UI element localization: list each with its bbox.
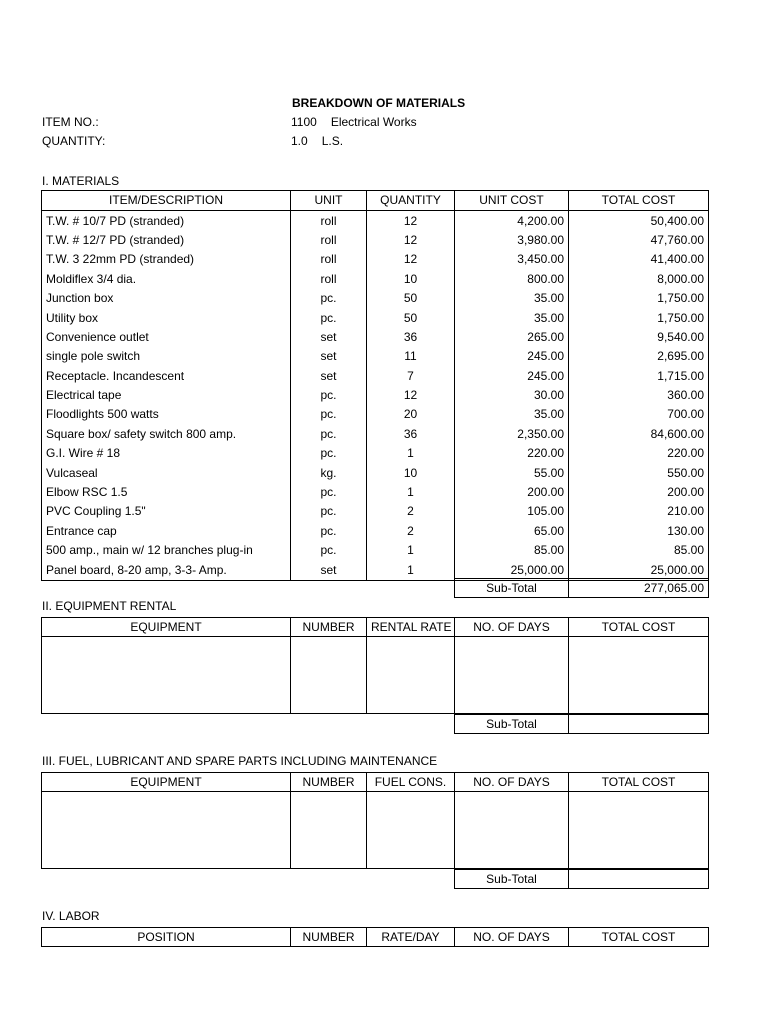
header-rental-rate: RENTAL RATE — [367, 618, 455, 637]
unit-cost-cell: 265.00 — [455, 328, 569, 347]
item-no-value — [291, 115, 417, 129]
unit-cost-cell: 200.00 — [455, 483, 569, 502]
unit-cell: roll — [291, 231, 367, 250]
blank-cell — [42, 792, 291, 869]
materials-row — [42, 502, 709, 521]
header-total-cost: TOTAL COST — [569, 928, 709, 947]
item-description-cell: Elbow RSC 1.5 — [42, 483, 291, 502]
fuel-blank-row — [42, 792, 709, 869]
labor-table — [41, 927, 709, 947]
unit-cost-cell: 4,200.00 — [455, 211, 569, 231]
unit-cell: pc. — [291, 289, 367, 308]
item-description-cell: T.W. # 12/7 PD (stranded) — [42, 231, 291, 250]
total-cost-cell: 1,750.00 — [569, 308, 709, 327]
unit-cell: pc. — [291, 522, 367, 541]
quantity-cell: 2 — [367, 502, 455, 521]
unit-cost-cell: 55.00 — [455, 463, 569, 482]
labor-header-row — [42, 928, 709, 947]
item-description-cell: Moldiflex 3/4 dia. — [42, 270, 291, 289]
materials-row — [42, 308, 709, 327]
blank-cell — [367, 637, 455, 714]
materials-row — [42, 444, 709, 463]
labor-section-label: IV. LABOR — [42, 909, 100, 923]
materials-row — [42, 231, 709, 250]
materials-table — [41, 190, 709, 581]
unit-cost-cell: 220.00 — [455, 444, 569, 463]
materials-subtotal-value: 277,065.00 — [569, 579, 709, 598]
unit-cell: pc. — [291, 444, 367, 463]
item-code: 1100 — [291, 115, 317, 129]
unit-cost-cell: 3,450.00 — [455, 250, 569, 269]
total-cost-cell: 360.00 — [569, 386, 709, 405]
unit-cost-cell: 800.00 — [455, 270, 569, 289]
unit-cost-cell: 3,980.00 — [455, 231, 569, 250]
total-cost-cell: 220.00 — [569, 444, 709, 463]
unit-cell: pc. — [291, 308, 367, 327]
unit-cell: pc. — [291, 483, 367, 502]
header-unit-cost: UNIT COST — [455, 191, 569, 211]
header-fuel-cons: FUEL CONS. — [367, 773, 455, 792]
header-equipment: EQUIPMENT — [42, 618, 291, 637]
materials-subtotal — [454, 578, 709, 598]
unit-cell: pc. — [291, 425, 367, 444]
materials-row — [42, 289, 709, 308]
item-description-cell: Utility box — [42, 308, 291, 327]
materials-row — [42, 347, 709, 366]
header-rate-per-day: RATE/DAY — [367, 928, 455, 947]
item-description-cell: Floodlights 500 watts — [42, 405, 291, 424]
blank-cell — [291, 637, 367, 714]
materials-row — [42, 425, 709, 444]
unit-cost-cell: 35.00 — [455, 289, 569, 308]
unit-cell: pc. — [291, 386, 367, 405]
quantity-cell: 1 — [367, 444, 455, 463]
blank-cell — [455, 792, 569, 869]
equipment-rental-table — [41, 617, 709, 714]
fuel-subtotal-value — [569, 870, 709, 889]
item-description-cell: Convenience outlet — [42, 328, 291, 347]
header-total-cost: TOTAL COST — [569, 191, 709, 211]
total-cost-cell: 130.00 — [569, 522, 709, 541]
quantity-cell: 2 — [367, 522, 455, 541]
unit-cost-cell: 65.00 — [455, 522, 569, 541]
total-cost-cell: 550.00 — [569, 463, 709, 482]
fuel-header-row — [42, 773, 709, 792]
quantity-cell: 11 — [367, 347, 455, 366]
quantity-value — [291, 134, 343, 148]
quantity-cell: 1 — [367, 483, 455, 502]
quantity-cell: 12 — [367, 231, 455, 250]
fuel-subtotal-label: Sub-Total — [455, 870, 569, 889]
header-no-of-days: NO. OF DAYS — [455, 773, 569, 792]
fuel-section-label: III. FUEL, LUBRICANT AND SPARE PARTS INCLUDING MAINTENANCE — [42, 754, 438, 768]
header-no-of-days: NO. OF DAYS — [455, 618, 569, 637]
materials-row — [42, 250, 709, 269]
total-cost-cell: 50,400.00 — [569, 211, 709, 231]
equipment-rental-subtotal-label: Sub-Total — [455, 715, 569, 734]
header-total-cost: TOTAL COST — [569, 618, 709, 637]
total-cost-cell: 210.00 — [569, 502, 709, 521]
materials-header-row — [42, 191, 709, 211]
item-description-cell: Panel board, 8-20 amp, 3-3- Amp. — [42, 560, 291, 580]
materials-row — [42, 211, 709, 231]
materials-row — [42, 483, 709, 502]
unit-cell: pc. — [291, 405, 367, 424]
materials-subtotal-label: Sub-Total — [455, 579, 569, 598]
unit-cell: roll — [291, 211, 367, 231]
materials-row — [42, 270, 709, 289]
total-cost-cell: 1,715.00 — [569, 367, 709, 386]
item-description-cell: Entrance cap — [42, 522, 291, 541]
header-number: NUMBER — [291, 773, 367, 792]
unit-cell: roll — [291, 250, 367, 269]
item-description-cell: T.W. # 10/7 PD (stranded) — [42, 211, 291, 231]
document-title: BREAKDOWN OF MATERIALS — [292, 96, 466, 110]
quantity-cell: 36 — [367, 425, 455, 444]
unit-cost-cell: 2,350.00 — [455, 425, 569, 444]
unit-cost-cell: 35.00 — [455, 308, 569, 327]
header-unit: UNIT — [291, 191, 367, 211]
item-no-label: ITEM NO.: — [42, 115, 99, 129]
item-description-cell: PVC Coupling 1.5" — [42, 502, 291, 521]
quantity-unit: L.S. — [321, 134, 344, 148]
item-description-cell: T.W. 3 22mm PD (stranded) — [42, 250, 291, 269]
total-cost-cell: 8,000.00 — [569, 270, 709, 289]
header-equipment: EQUIPMENT — [42, 773, 291, 792]
header-total-cost: TOTAL COST — [569, 773, 709, 792]
materials-row — [42, 328, 709, 347]
unit-cost-cell: 85.00 — [455, 541, 569, 560]
total-cost-cell: 41,400.00 — [569, 250, 709, 269]
fuel-subtotal — [454, 869, 709, 889]
equipment-rental-subtotal — [454, 714, 709, 734]
total-cost-cell: 9,540.00 — [569, 328, 709, 347]
unit-cell: roll — [291, 270, 367, 289]
quantity-cell: 50 — [367, 308, 455, 327]
unit-cell: set — [291, 560, 367, 580]
blank-cell — [42, 637, 291, 714]
quantity-number: 1.0 — [291, 134, 308, 148]
unit-cell: pc. — [291, 502, 367, 521]
total-cost-cell: 700.00 — [569, 405, 709, 424]
item-description-cell: single pole switch — [42, 347, 291, 366]
header-item-description: ITEM/DESCRIPTION — [42, 191, 291, 211]
quantity-cell: 10 — [367, 463, 455, 482]
blank-cell — [569, 637, 709, 714]
blank-cell — [367, 792, 455, 869]
blank-cell — [291, 792, 367, 869]
unit-cell: kg. — [291, 463, 367, 482]
equipment-rental-section-label: II. EQUIPMENT RENTAL — [42, 599, 177, 613]
header-number: NUMBER — [291, 618, 367, 637]
materials-row — [42, 405, 709, 424]
quantity-cell: 7 — [367, 367, 455, 386]
blank-cell — [569, 792, 709, 869]
materials-section-label: I. MATERIALS — [42, 174, 120, 188]
total-cost-cell: 25,000.00 — [569, 560, 709, 580]
unit-cell: pc. — [291, 541, 367, 560]
materials-row — [42, 522, 709, 541]
total-cost-cell: 1,750.00 — [569, 289, 709, 308]
unit-cell: set — [291, 328, 367, 347]
materials-row — [42, 541, 709, 560]
quantity-cell: 12 — [367, 211, 455, 231]
item-description-cell: Receptacle. Incandescent — [42, 367, 291, 386]
quantity-cell: 10 — [367, 270, 455, 289]
quantity-cell: 12 — [367, 386, 455, 405]
unit-cost-cell: 30.00 — [455, 386, 569, 405]
quantity-cell: 12 — [367, 250, 455, 269]
materials-row — [42, 463, 709, 482]
blank-cell — [455, 637, 569, 714]
quantity-cell: 1 — [367, 560, 455, 580]
total-cost-cell: 200.00 — [569, 483, 709, 502]
quantity-cell: 20 — [367, 405, 455, 424]
item-description: Electrical Works — [330, 115, 417, 129]
fuel-table — [41, 772, 709, 869]
item-description-cell: 500 amp., main w/ 12 branches plug-in — [42, 541, 291, 560]
unit-cost-cell: 245.00 — [455, 347, 569, 366]
unit-cost-cell: 245.00 — [455, 367, 569, 386]
unit-cost-cell: 105.00 — [455, 502, 569, 521]
total-cost-cell: 84,600.00 — [569, 425, 709, 444]
unit-cell: set — [291, 367, 367, 386]
quantity-label: QUANTITY: — [42, 134, 106, 148]
quantity-cell: 36 — [367, 328, 455, 347]
item-description-cell: Vulcaseal — [42, 463, 291, 482]
quantity-cell: 50 — [367, 289, 455, 308]
materials-row — [42, 367, 709, 386]
header-quantity: QUANTITY — [367, 191, 455, 211]
header-position: POSITION — [42, 928, 291, 947]
equipment-rental-header-row — [42, 618, 709, 637]
total-cost-cell: 2,695.00 — [569, 347, 709, 366]
equipment-rental-blank-row — [42, 637, 709, 714]
item-description-cell: Junction box — [42, 289, 291, 308]
total-cost-cell: 85.00 — [569, 541, 709, 560]
unit-cell: set — [291, 347, 367, 366]
header-no-of-days: NO. OF DAYS — [455, 928, 569, 947]
unit-cost-cell: 35.00 — [455, 405, 569, 424]
item-description-cell: Electrical tape — [42, 386, 291, 405]
materials-row — [42, 386, 709, 405]
item-description-cell: G.I. Wire # 18 — [42, 444, 291, 463]
total-cost-cell: 47,760.00 — [569, 231, 709, 250]
equipment-rental-subtotal-value — [569, 715, 709, 734]
unit-cost-cell: 25,000.00 — [455, 560, 569, 580]
item-description-cell: Square box/ safety switch 800 amp. — [42, 425, 291, 444]
quantity-cell: 1 — [367, 541, 455, 560]
header-number: NUMBER — [291, 928, 367, 947]
